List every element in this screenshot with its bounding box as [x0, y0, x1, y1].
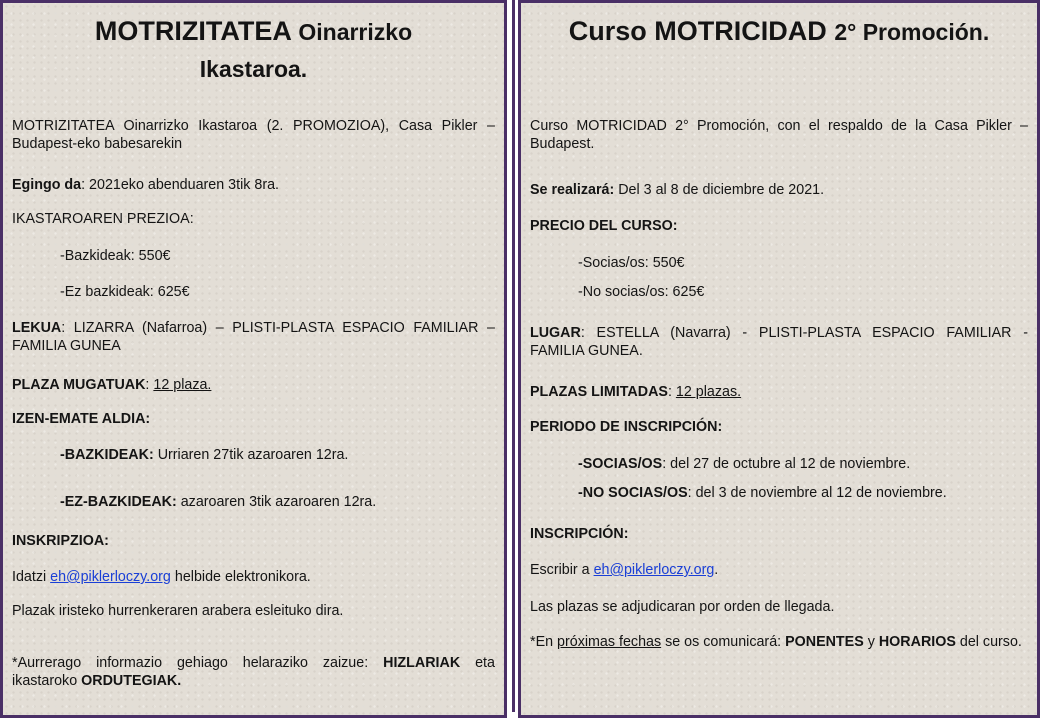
basque-reg-period: IZEN-EMATE ALDIA: [12, 411, 151, 427]
spanish-order-note: Las plazas se adjudicaran por orden de llegada. [530, 599, 835, 615]
spanish-title-bold: Curso MOTRICIDAD [568, 16, 827, 46]
spanish-title-rest: 2° Promoción. [834, 19, 990, 45]
spanish-reg-nonmembers: -NO SOCIAS/OS: del 3 de noviembre al 12 de noviembre. [578, 485, 947, 501]
spanish-intro: Curso MOTRICIDAD 2° Promoción, con el respaldo de la Casa Pikler – Budapest. [530, 118, 1028, 152]
spanish-date: Se realizará: Del 3 al 8 de diciembre de 2021. [530, 182, 825, 198]
spanish-email-link[interactable]: eh@piklerloczy.org [593, 562, 715, 578]
basque-panel [0, 0, 507, 718]
basque-title-line2: Ikastaroa. [199, 56, 308, 82]
spanish-price-nonmembers: -No socias/os: 625€ [578, 284, 705, 300]
basque-price-members: -Bazkideak: 550€ [60, 248, 171, 264]
basque-more-info: *Aurrerago informazio gehiago helaraziko zaizue: HIZLARIAK eta ikastaroko ORDUTEGIAK. [12, 655, 495, 689]
basque-date: Egingo da: 2021eko abenduaren 3tik 8ra. [12, 177, 280, 193]
spanish-place: LUGAR: ESTELLA (Navarra) - PLISTI-PLASTA ESPACIO FAMILIAR - FAMILIA GUNEA. [530, 325, 1028, 359]
basque-email-link[interactable]: eh@piklerloczy.org [50, 569, 171, 585]
spanish-more-info: *En próximas fechas se os comunicará: PONENTES y HORARIOS del curso. [530, 634, 1022, 650]
spanish-price-members: -Socias/os: 550€ [578, 255, 685, 271]
basque-signup-label: INSKRIPZIOA: [12, 533, 109, 549]
basque-reg-nonmembers: -EZ-BAZKIDEAK: azaroaren 3tik azaroaren 12ra. [60, 494, 377, 510]
spanish-panel [518, 0, 1040, 718]
basque-title-rest: Oinarrizko [298, 19, 413, 45]
spanish-reg-members: -SOCIAS/OS: del 27 de octubre al 12 de noviembre. [578, 456, 911, 472]
spanish-signup-label: INSCRIPCIÓN: [530, 526, 629, 542]
basque-price-label: IKASTAROAREN PREZIOA: [12, 211, 194, 227]
basque-title-bold: MOTRIZITATEA [94, 16, 291, 46]
basque-slots: PLAZA MUGATUAK: 12 plaza. [12, 377, 212, 393]
spanish-slots: PLAZAS LIMITADAS: 12 plazas. [530, 384, 742, 400]
basque-price-nonmembers: -Ez bazkideak: 625€ [60, 284, 190, 300]
basque-write: Idatzi eh@piklerloczy.org helbide elektronikora. [12, 569, 311, 585]
spanish-price-label: PRECIO DEL CURSO: [530, 218, 678, 234]
spanish-write: Escribir a eh@piklerloczy.org. [530, 562, 719, 578]
basque-intro: MOTRIZITATEA Oinarrizko Ikastaroa (2. PROMOZIOA), Casa Pikler – Budapest-eko babesarekin [12, 118, 495, 152]
panel-divider [512, 0, 515, 712]
basque-place: LEKUA: LIZARRA (Nafarroa) – PLISTI-PLASTA ESPACIO FAMILIAR – FAMILIA GUNEA [12, 320, 495, 354]
spanish-reg-period: PERIODO DE INSCRIPCIÓN: [530, 419, 723, 435]
basque-reg-members: -BAZKIDEAK: Urriaren 27tik azaroaren 12ra. [60, 447, 349, 463]
basque-order-note: Plazak iristeko hurrenkeraren arabera esleituko dira. [12, 603, 344, 619]
